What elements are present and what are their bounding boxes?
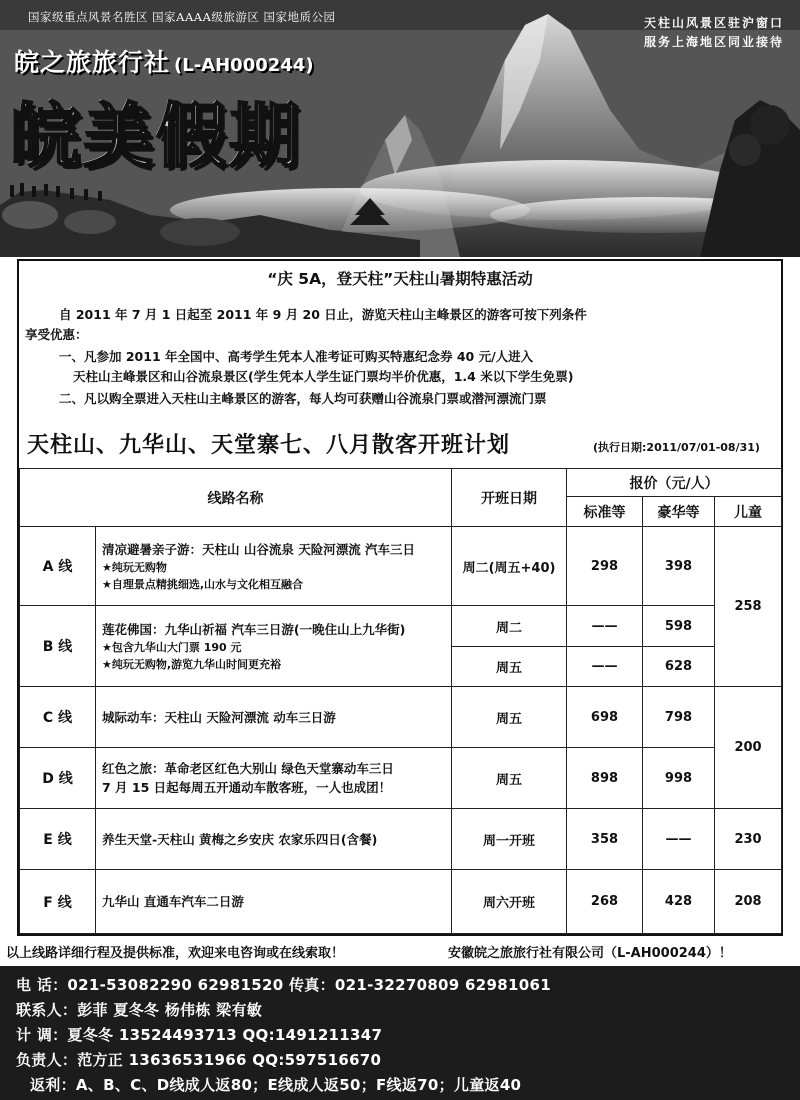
route-description xyxy=(96,870,452,934)
footnote-text: 以上线路详细行程及提供标准，欢迎来电咨询或在线索取！ xyxy=(6,946,345,961)
header-route: 线路名称 xyxy=(20,469,452,527)
schedule-cell: 周五 xyxy=(452,748,567,809)
route-note: ★纯玩无购物 xyxy=(102,560,167,574)
child-price: 200 xyxy=(715,687,782,809)
deluxe-price: 998 xyxy=(643,748,715,809)
footnote xyxy=(6,942,732,961)
office-line-1: 天柱山风景区驻沪窗口 xyxy=(643,16,784,30)
promo-title: “庆 5A，登天柱”天柱山暑期特惠活动 xyxy=(267,270,533,288)
route-code: E 线 xyxy=(20,809,96,870)
contact-phone: 电 话：021-53082290 62981520 传真：021-32270809 62981061 xyxy=(16,976,551,994)
header-price: 报价（元/人） xyxy=(567,469,782,497)
contact-people: 联系人：彭菲 夏冬冬 杨伟栋 梁有敏 xyxy=(16,1001,263,1019)
route-description xyxy=(96,809,452,870)
route-title: 清凉避暑亲子游：天柱山 山谷流泉 天险河漂流 汽车三日 xyxy=(102,541,416,557)
deluxe-price: —— xyxy=(643,809,715,870)
promo-item-1: 一、凡参加 2011 年全国中、高考学生凭本人准考证可购买特惠纪念券 40 元/人进入 xyxy=(59,349,534,364)
contact-bar xyxy=(0,966,800,1100)
standard-price: 298 xyxy=(567,527,643,606)
header-deluxe: 豪华等 xyxy=(643,497,715,527)
table-row xyxy=(20,687,782,748)
route-price-table xyxy=(19,468,782,934)
header-standard: 标准等 xyxy=(567,497,643,527)
route-code: B 线 xyxy=(20,606,96,687)
standard-price: 898 xyxy=(567,748,643,809)
route-description xyxy=(96,748,452,809)
schedule-cell: 周一开班 xyxy=(452,809,567,870)
route-code: F 线 xyxy=(20,870,96,934)
schedule-cell: 周二(周五+40) xyxy=(452,527,567,606)
route-note: ★纯玩无购物,游览九华山时间更充裕 xyxy=(102,657,282,671)
schedule-cell: 周五 xyxy=(452,687,567,748)
deluxe-price: 798 xyxy=(643,687,715,748)
tagline: 国家级重点风景名胜区 国家AAAA级旅游区 国家地质公园 xyxy=(28,10,336,24)
deluxe-price: 428 xyxy=(643,870,715,934)
agency-license: (L-AH000244) xyxy=(174,55,314,76)
promo-item-1-cont: 天柱山主峰景区和山谷流泉景区(学生凭本人学生证门票均半价优惠，1.4 米以下学生免票) xyxy=(73,369,574,384)
standard-price: —— xyxy=(567,606,643,647)
child-price: 258 xyxy=(715,527,782,687)
standard-price: 698 xyxy=(567,687,643,748)
child-price: 208 xyxy=(715,870,782,934)
route-title: 莲花佛国：九华山祈福 汽车三日游(一晚住山上九华街) xyxy=(102,621,406,637)
route-code: D 线 xyxy=(20,748,96,809)
plan-title: 天柱山、九华山、天堂寨七、八月散客开班计划 xyxy=(27,432,511,458)
contact-dispatch: 计 调：夏冬冬 13524493713 QQ:1491211347 xyxy=(16,1026,383,1044)
agency-brand: 皖之旅旅行社 xyxy=(14,48,171,77)
standard-price: 358 xyxy=(567,809,643,870)
office-note xyxy=(644,14,784,52)
promo-intro-1: 自 2011 年 7 月 1 日起至 2011 年 9 月 20 日止，游览天柱山主峰景区的游客可按下列条件 xyxy=(59,307,587,322)
promo-intro-2: 享受优惠： xyxy=(25,327,88,342)
route-description xyxy=(96,687,452,748)
deluxe-price: 598 xyxy=(643,606,715,647)
route-note: ★包含九华山大门票 190 元 xyxy=(102,640,242,654)
contact-rebate: 返利：A、B、C、D线成人返80；E线成人返50；F线返70；儿童返40 xyxy=(30,1076,522,1094)
table-row xyxy=(20,809,782,870)
child-price: 230 xyxy=(715,809,782,870)
route-title: 城际动车：天柱山 天险河漂流 动车三日游 xyxy=(102,709,336,725)
route-title: 九华山 直通车汽车二日游 xyxy=(102,894,244,909)
schedule-cell: 周二 xyxy=(452,606,567,647)
table-row xyxy=(20,606,782,647)
table-row xyxy=(20,748,782,809)
route-description xyxy=(96,606,452,687)
standard-price: 268 xyxy=(567,870,643,934)
header-banner xyxy=(0,0,800,257)
deluxe-price: 628 xyxy=(643,647,715,687)
schedule-cell: 周六开班 xyxy=(452,870,567,934)
table-row xyxy=(20,527,782,606)
header-child: 儿童 xyxy=(715,497,782,527)
promo-box xyxy=(17,259,783,936)
deluxe-price: 398 xyxy=(643,527,715,606)
company-name: 安徽皖之旅旅行社有限公司（L-AH000244）！ xyxy=(448,946,732,961)
route-note: ★自理景点精挑细选,山水与文化相互融合 xyxy=(102,577,304,591)
route-note: 7 月 15 日起每周五开通动车散客班，一人也成团！ xyxy=(102,780,392,795)
route-code: A 线 xyxy=(20,527,96,606)
plan-date-range: (执行日期:2011/07/01-08/31) xyxy=(593,441,760,454)
route-description xyxy=(96,527,452,606)
standard-price: —— xyxy=(567,647,643,687)
agency-name xyxy=(14,43,314,79)
page-title: 皖美假期 xyxy=(10,95,302,177)
table-row xyxy=(20,870,782,934)
route-code: C 线 xyxy=(20,687,96,748)
schedule-cell: 周五 xyxy=(452,647,567,687)
promo-item-2: 二、凡以购全票进入天柱山主峰景区的游客，每人均可获赠山谷流泉门票或潜河漂流门票 xyxy=(59,391,547,406)
route-title: 养生天堂-天柱山 黄梅之乡安庆 农家乐四日(含餐) xyxy=(102,831,378,847)
header-schedule: 开班日期 xyxy=(452,469,567,527)
office-line-2: 服务上海地区同业接待 xyxy=(643,35,784,49)
contact-manager: 负责人：范方正 13636531966 QQ:597516670 xyxy=(16,1051,382,1069)
route-title: 红色之旅：革命老区红色大别山 绿色天堂寨动车三日 xyxy=(102,761,394,776)
